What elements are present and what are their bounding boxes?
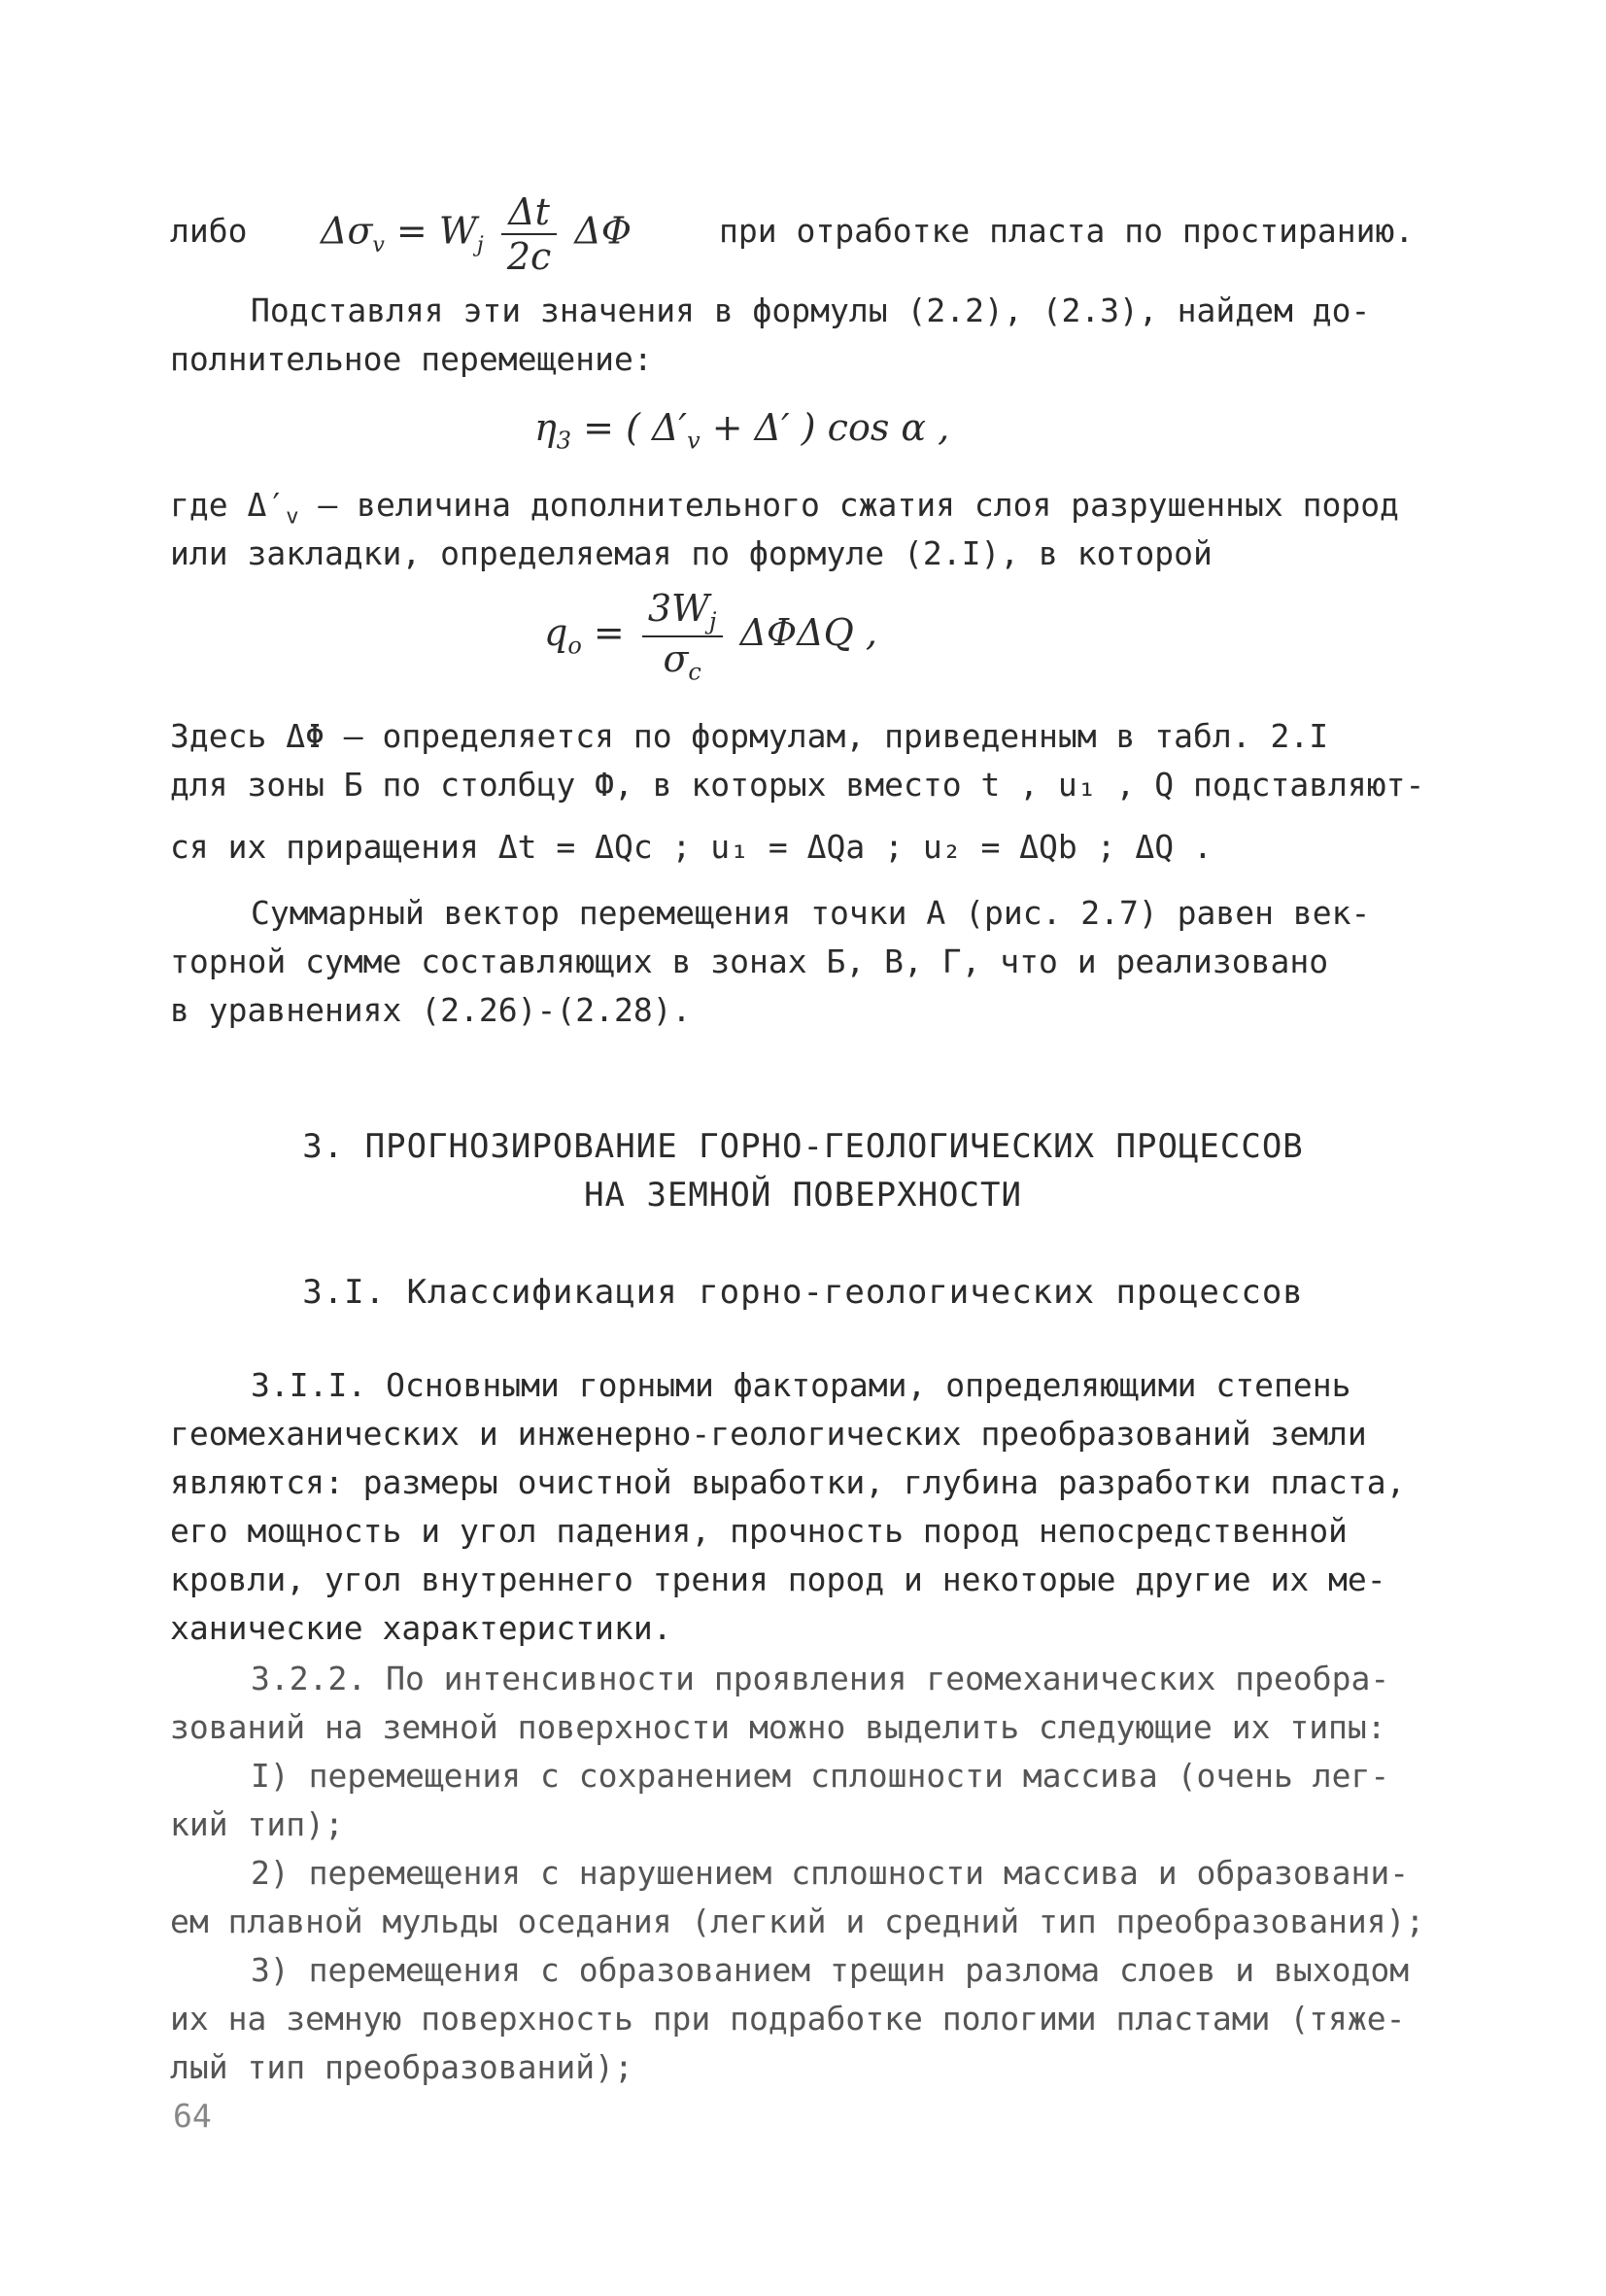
section-title-line-1: 3. ПРОГНОЗИРОВАНИЕ ГОРНО-ГЕОЛОГИЧЕСКИХ ПРОЦЕССОВ: [302, 1127, 1304, 1166]
lead-word: либо: [170, 212, 248, 250]
equation-q-fraction: $\frac{3W_j}{\sigma_c}$: [642, 587, 723, 685]
list-item-3-line-3: лый тип преобразований);: [170, 2048, 633, 2086]
list-item-2-line-1: 2) перемещения с нарушением сплошности массива и образовани-: [251, 1854, 1410, 1892]
list-item-1-line-1: I) перемещения с сохранением сплошности массива (очень лег-: [251, 1757, 1390, 1795]
list-item-1-line-2: кий тип);: [170, 1805, 344, 1843]
paragraph-4-line-1: Здесь ΔΦ – определяется по формулам, приведенным в табл. 2.I: [170, 717, 1329, 755]
paragraph-4-line-3: ся их приращения Δt = ΔQc ; u₁ = ΔQa ; u₂ = ΔQb ; ΔQ .: [170, 828, 1213, 866]
paragraph-2-line-1: Подставляя эти значения в формулы (2.2), (2.3), найдем до-: [251, 291, 1371, 329]
paragraph-6-line-6: ханические характеристики.: [170, 1609, 672, 1647]
paragraph-6-line-2: геомеханических и инженерно-геологических преобразований земли: [170, 1415, 1367, 1453]
paragraph-3-line-2: или закладки, определяемая по формуле (2.I), в которой: [170, 534, 1213, 572]
paragraph-6-line-5: кровли, угол внутреннего трения пород и некоторые другие их ме-: [170, 1560, 1386, 1598]
paragraph-2-line-2: полнительное перемещение:: [170, 340, 653, 378]
paragraph-6-line-4: его мощность и угол падения, прочность пород непосредственной: [170, 1512, 1348, 1550]
list-item-2-line-2: ем плавной мульды оседания (легкий и средний тип преобразования);: [170, 1902, 1425, 1940]
paragraph-6-line-3: являются: размеры очистной выработки, глубина разработки пласта,: [170, 1463, 1406, 1501]
formula-delta-sigma: $\Delta\sigma_v = W_j$ $\frac{\Delta t}{2c}$ ΔΦ: [321, 190, 632, 278]
paragraph-3-line-1: где $\Delta'_v$ – величина дополнительного сжатия слоя разрушенных пород: [170, 486, 1399, 530]
list-item-3-line-1: 3) перемещения с образованием трещин разлома слоев и выходом: [251, 1951, 1410, 1989]
list-item-3-line-2: их на земную поверхность при подработке пологими пластами (тяже-: [170, 2000, 1406, 2038]
formula-line-1-tail: при отработке пласта по простиранию.: [719, 212, 1415, 250]
paragraph-5-line-2: торной сумме составляющих в зонах Б, В, Г, что и реализовано: [170, 942, 1329, 980]
paragraph-5-line-1: Суммарный вектор перемещения точки А (рис. 2.7) равен век-: [251, 894, 1371, 932]
paragraph-4-line-2: для зоны Б по столбцу Ф, в которых вместо t , u₁ , Q подставляют-: [170, 766, 1425, 804]
paragraph-7-line-1: 3.2.2. По интенсивности проявления геомеханических преобра-: [251, 1660, 1390, 1697]
paragraph-7-line-2: зований на земной поверхности можно выделить следующие их типы:: [170, 1708, 1386, 1746]
formula-fraction: $\frac{\Delta t}{2c}$: [501, 190, 557, 278]
section-subtitle: 3.I. Классификация горно-геологических процессов: [302, 1273, 1304, 1312]
section-title-line-2: НА ЗЕМНОЙ ПОВЕРХНОСТИ: [584, 1176, 1022, 1215]
equation-eta: $\eta_3$ = ( $\Delta'_v + \Delta'$ ) cos α ,: [534, 406, 950, 455]
paragraph-6-line-1: 3.I.I. Основными горными факторами, определяющими степень: [251, 1366, 1351, 1404]
page-number: 64: [173, 2097, 212, 2135]
equation-q: $q_o$ = $\frac{3W_j}{\sigma_c}$ ΔΦΔQ ,: [544, 587, 877, 686]
paragraph-5-line-3: в уравнениях (2.26)-(2.28).: [170, 991, 692, 1029]
